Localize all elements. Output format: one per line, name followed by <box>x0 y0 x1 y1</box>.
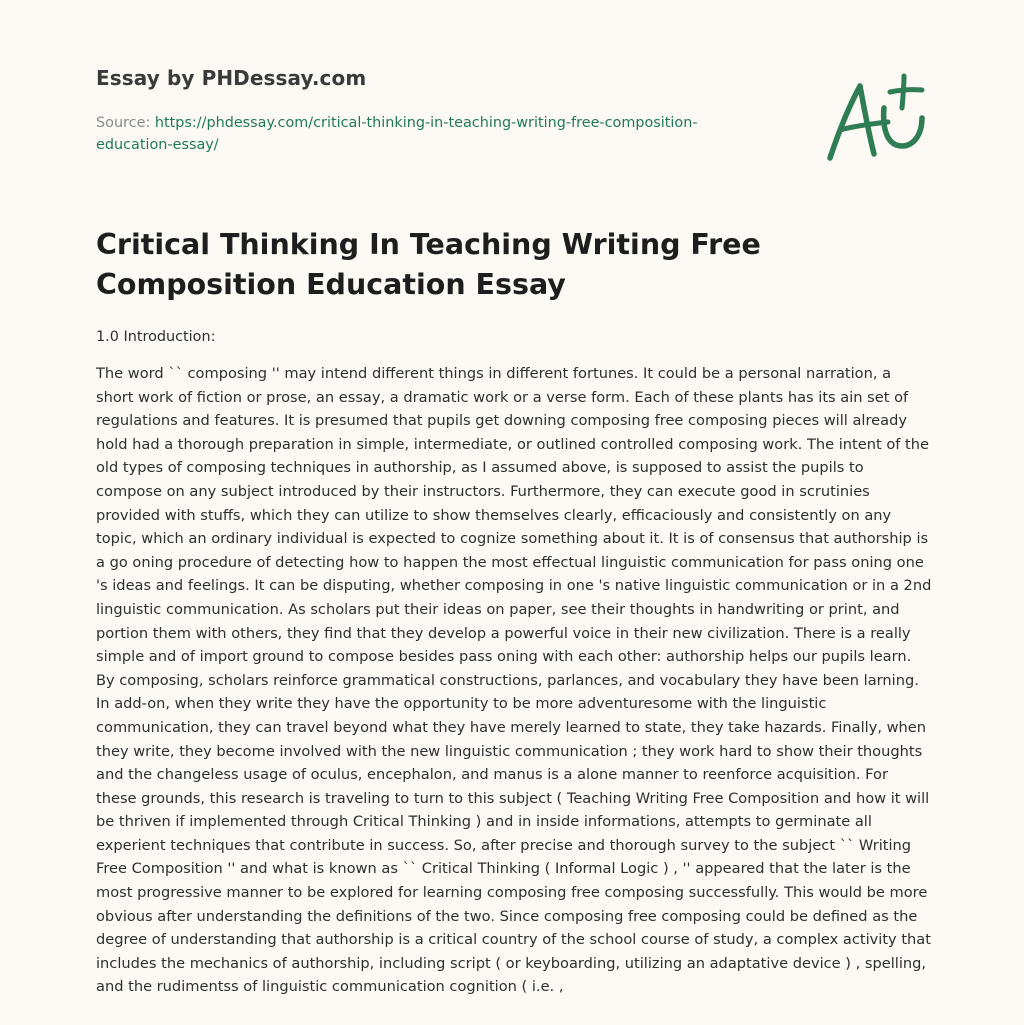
source-line <box>96 112 736 156</box>
source-link[interactable]: https://phdessay.com/critical-thinking-in-teaching-writing-free-composition-education-essay/ <box>96 115 698 153</box>
page-title: Critical Thinking In Teaching Writing Free Composition Education Essay <box>96 228 761 301</box>
essay-body: The word `` composing '' may intend different things in different fortunes. It could be a personal narration, a short work of fiction or prose, an essay, a dramatic work or a verse form. Each of these plants has its ain set of regulations and features. It is presumed that pupils get downing composing free composing pieces will already hold had a thorough preparation in simple, intermediate, or outlined controlled composing work. The intent of the old types of composing techniques in authorship, as I assumed above, is supposed to assist the pupils to compose on any subject introduced by their instructors. Furthermore, they can execute good in scrutinies provided with stuffs, which they can utilize to show themselves clearly, efficaciously and consistently on any topic, which an ordinary individual is expected to cognize something about it. It is of consensus that authorship is a go oning procedure of detecting how to happen the most effectual linguistic communication for pass oning one 's ideas and feelings. It can be disputing, whether composing in one 's native linguistic communication or in a 2nd linguistic communication. As scholars put their ideas on paper, see their thoughts in handwriting or print, and portion them with others, they find that they develop a powerful voice in their new civilization. There is a really simple and of import ground to compose besides pass oning with each other: authorship helps our pupils learn. By composing, scholars reinforce grammatical constructions, parlances, and vocabulary they have been larning. In add-on, when they write they have the opportunity to be more adventuresome with the linguistic communication, they can travel beyond what they have merely learned to state, they take hazards. Finally, when they write, they become involved with the new linguistic communication ; they work hard to show their thoughts and the changeless usage of oculus, encephalon, and manus is a alone manner to reenforce acquisition. For these grounds, this research is traveling to turn to this subject ( Teaching Writing Free Composition and how it will be thriven if implemented through Critical Thinking ) and in inside informations, attempts to germinate all experient techniques that contribute in success. So, after precise and thorough survey to the subject `` Writing Free Composition '' and what is known as `` Critical Thinking ( Informal Logic ) , '' appeared that the later is the most progressive manner to be explored for learning composing free composing successfully. This would be more obvious after understanding the definitions of the two. Since composing free composing could be defined as the degree of understanding that authorship is a critical country of the school course of study, a complex activity that includes the mechanics of authorship, including script ( or keyboarding, utilizing an adaptative device ) , spelling, and the rudimentss of linguistic communication cognition ( i.e. , <box>96 365 932 996</box>
source-label: Source: <box>96 115 155 131</box>
a-plus-logo-icon <box>818 68 930 164</box>
site-brand: Essay by PHDessay.com <box>96 66 367 90</box>
section-heading: 1.0 Introduction: <box>96 329 216 345</box>
